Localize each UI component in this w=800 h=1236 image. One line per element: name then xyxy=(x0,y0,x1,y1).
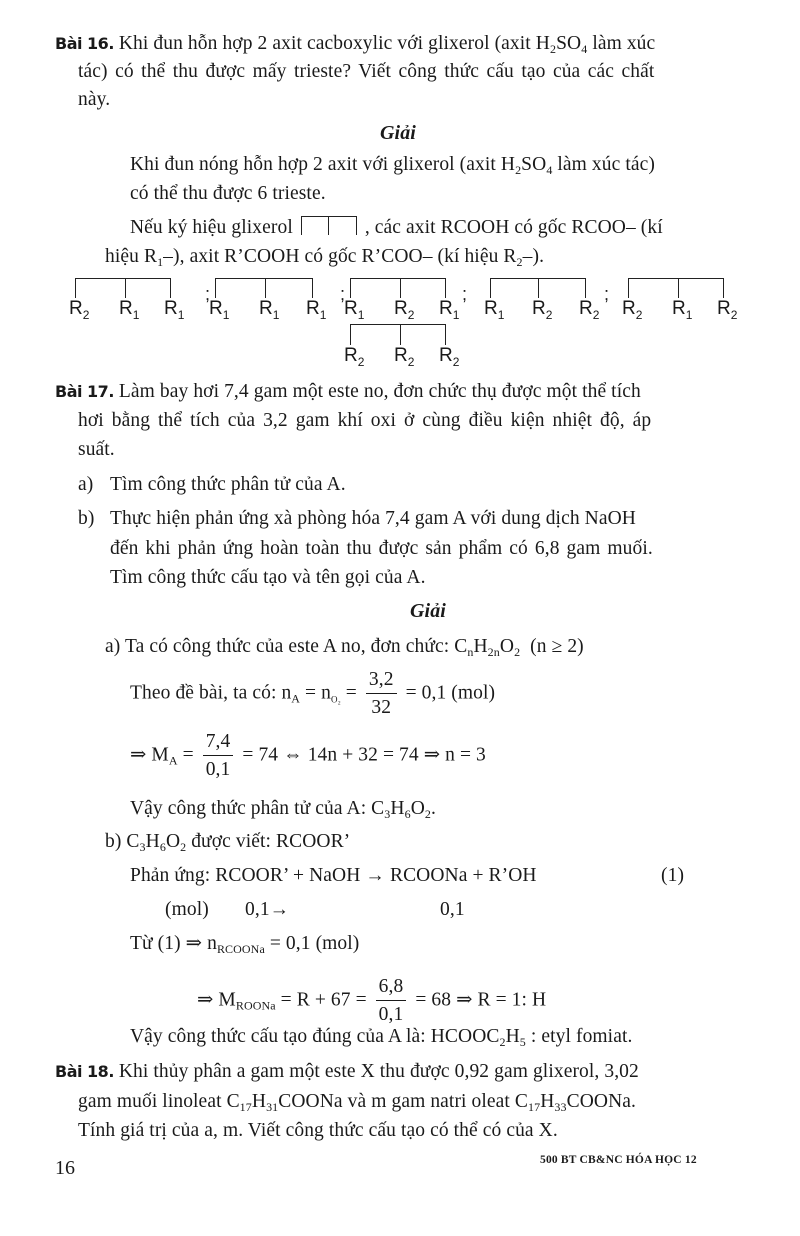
solution-17-b-line-1: b) $C_3H_6O_2$ được viết: RCOOR’ xyxy=(105,831,351,854)
glycerol-backbone xyxy=(350,324,445,325)
solution-17-a-line-3: ⇒ $M_A$ = $\frac{7,4}{0,1}$ = 74 ⇔ 14n + 32 = 74 ⇒ n = 3 xyxy=(130,731,486,780)
substituent-label: $R_2$ xyxy=(717,298,738,322)
separator: ; xyxy=(604,284,610,304)
solution-heading-16: Giải xyxy=(380,122,416,144)
separator: ; xyxy=(462,284,468,304)
bond-line xyxy=(265,278,266,298)
problem-17-line-2: hơi bằng thể tích của 3,2 gam khí oxi ở cùng điều kiện nhiệt độ, áp xyxy=(78,410,652,431)
fraction: $\frac{3,2}{32}$ xyxy=(366,668,397,720)
question-a: a) Tìm công thức phân tử của A. xyxy=(78,474,346,495)
substituent-label: $R_2$ xyxy=(439,345,460,369)
mol-value-1: 0,1→ xyxy=(245,899,290,920)
bond-line xyxy=(170,278,171,298)
substituent-label: $R_1$ xyxy=(164,298,185,322)
question-b-line-1: b) Thực hiện phản ứng xà phòng hóa 7,4 gam A với dung dịch NaOH xyxy=(78,508,636,529)
solution-17-a-line-2: Theo đề bài, ta có: $n_A = n_{O_2}$ = $\frac{3,2}{32}$ = 0,1 (mol) xyxy=(130,669,496,718)
bond-line xyxy=(312,278,313,298)
problem-18-label: Bài 18. xyxy=(55,1062,114,1081)
substituent-label: $R_1$ xyxy=(306,298,327,322)
problem-17-label: Bài 17. xyxy=(55,382,114,401)
solution-16-line-2: có thể thu được 6 trieste. xyxy=(130,183,326,204)
question-b-line-3: Tìm công thức cấu tạo và tên gọi của A. xyxy=(110,567,426,588)
bond-line xyxy=(538,278,539,298)
separator: ; xyxy=(205,284,211,304)
bond-line xyxy=(490,278,491,298)
problem-18-line-3: Tính giá trị của a, m. Viết công thức cấu tạo có thể có của X. xyxy=(78,1120,558,1141)
bond-line xyxy=(628,278,629,298)
question-b-line-2: đến khi phản ứng hoàn toàn thu được sản phẩm có 6,8 gam muối. xyxy=(110,538,653,559)
problem-16-line-3: này. xyxy=(78,89,111,110)
bond-line xyxy=(75,278,76,298)
bond-line xyxy=(678,278,679,298)
glycerol-backbone xyxy=(350,278,445,279)
solution-17-a-line-1: a) Ta có công thức của este A no, đơn chức: $C_nH_{2n}O_2$ (n ≥ 2) xyxy=(105,636,584,659)
problem-18-line-1: Bài 18. Khi thủy phân a gam một este X thu được 0,92 gam glixerol, 3,02 xyxy=(55,1061,639,1082)
bond-line xyxy=(445,278,446,298)
mol-value-2: 0,1 xyxy=(440,899,465,920)
substituent-label: $R_1$ xyxy=(259,298,280,322)
page-number: 16 xyxy=(55,1157,75,1179)
solution-17-b-line-6: Vậy công thức cấu tạo đúng của A là: $HCOOC_2H_5$ : etyl fomiat. xyxy=(130,1026,633,1049)
problem-16-line-2: tác) có thể thu được mấy trieste? Viết công thức cấu tạo của các chất xyxy=(78,61,655,82)
glycerol-backbone xyxy=(75,278,170,279)
solution-16-line-4: hiệu $R_1-$), axit R’COOH có gốc R’COO– (kí hiệu $R_2-$). xyxy=(105,246,545,269)
separator: ; xyxy=(340,284,346,304)
glycerol-backbone xyxy=(628,278,723,279)
solution-17-b-line-5: ⇒ $M_{ROONa} = R + 67$ = $\frac{6,8}{0,1}$ = 68 ⇒ R = 1: H xyxy=(197,976,547,1025)
glycerol-backbone xyxy=(215,278,312,279)
solution-16-line-1: Khi đun nóng hỗn hợp 2 axit với glixerol (axit $H_2SO_4$ làm xúc tác) xyxy=(130,154,655,177)
solution-heading-17: Giải xyxy=(410,600,446,622)
problem-17-line-3: suất. xyxy=(78,439,115,460)
bond-line xyxy=(723,278,724,298)
substituent-label: $R_1$ xyxy=(344,298,365,322)
solution-17-a-line-4: Vậy công thức phân tử của A: $C_3H_6O_2$. xyxy=(130,798,436,821)
bond-line xyxy=(400,324,401,345)
triester-structures-diagram xyxy=(0,0,800,380)
mol-label: (mol) xyxy=(165,899,209,920)
problem-17-line-1: Bài 17. Làm bay hơi 7,4 gam một este no, đơn chức thụ được một thể tích xyxy=(55,381,641,402)
substituent-label: $R_1$ xyxy=(209,298,230,322)
bond-line xyxy=(350,278,351,298)
substituent-label: $R_2$ xyxy=(622,298,643,322)
reaction-equation: Phản ứng: RCOOR’ + NaOH → RCOONa + R’OH xyxy=(130,865,537,886)
substituent-label: $R_2$ xyxy=(579,298,600,322)
problem-16-line-1: Bài 16. Khi đun hỗn hợp 2 axit cacboxylic với glixerol (axit $H_2SO_4$ làm xúc xyxy=(55,33,656,56)
substituent-label: $R_1$ xyxy=(672,298,693,322)
substituent-label: $R_1$ xyxy=(119,298,140,322)
substituent-label: $R_1$ xyxy=(484,298,505,322)
bond-line xyxy=(585,278,586,298)
bond-line xyxy=(215,278,216,298)
bond-line xyxy=(445,324,446,345)
fraction: $\frac{7,4}{0,1}$ xyxy=(203,730,234,782)
solution-16-line-3: Nếu ký hiệu glixerol , các axit RCOOH có gốc RCOO– (kí xyxy=(130,217,663,238)
fraction: $\frac{6,8}{0,1}$ xyxy=(376,975,407,1027)
substituent-label: $R_2$ xyxy=(394,298,415,322)
problem-18-line-2: gam muối linoleat $C_{17}H_{31}COONa$ và m gam natri oleat $C_{17}H_{33}COONa$. xyxy=(78,1091,636,1114)
substituent-label: $R_2$ xyxy=(394,345,415,369)
bond-line xyxy=(125,278,126,298)
book-title: 500 BT CB&NC HÓA HỌC 12 xyxy=(540,1154,697,1166)
substituent-label: $R_2$ xyxy=(344,345,365,369)
solution-17-b-line-4: Từ (1) ⇒ $n_{RCOONa} = 0,1$ (mol) xyxy=(130,933,360,956)
problem-16-label: Bài 16. xyxy=(55,34,114,53)
substituent-label: $R_1$ xyxy=(439,298,460,322)
equation-number: (1) xyxy=(661,865,685,886)
substituent-label: $R_2$ xyxy=(69,298,90,322)
bond-line xyxy=(400,278,401,298)
substituent-label: $R_2$ xyxy=(532,298,553,322)
bond-line xyxy=(350,324,351,345)
